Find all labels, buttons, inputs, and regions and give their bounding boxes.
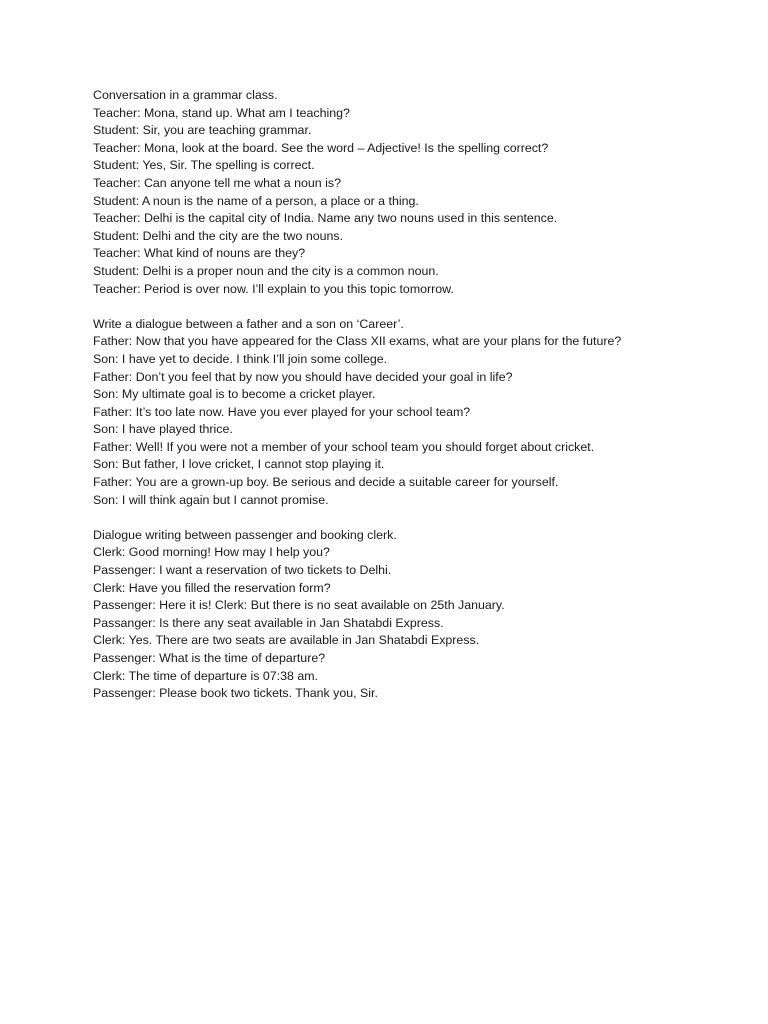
dialogue-line: Passenger: Please book two tickets. Thank you, Sir. bbox=[93, 686, 378, 701]
dialogue-line: Passenger: What is the time of departure? bbox=[93, 651, 326, 665]
dialogue-line: Father: It’s too late now. Have you ever played for your school team? bbox=[93, 404, 471, 419]
dialogue-line: Clerk: Yes. There are two seats are available in Jan Shatabdi Express. bbox=[93, 633, 480, 648]
dialogue-line: Teacher: What kind of nouns are they? bbox=[93, 246, 306, 261]
dialogue-line: Student: Delhi and the city are the two nouns. bbox=[93, 228, 344, 243]
dialogue-line: Son: I have yet to decide. I think I’ll join some college. bbox=[93, 351, 388, 366]
dialogue-line: Teacher: Period is over now. I’ll explain to you this topic tomorrow. bbox=[93, 281, 454, 296]
dialogue-line: Father: You are a grown-up boy. Be serious and decide a suitable career for yourself. bbox=[93, 475, 559, 490]
dialogue-line: Clerk: Have you filled the reservation form? bbox=[93, 580, 331, 595]
dialogue-line: Passenger: I want a reservation of two tickets to Delhi. bbox=[93, 563, 392, 578]
dialogue-line: Teacher: Mona, look at the board. See the word – Adjective! Is the spelling correct? bbox=[93, 140, 549, 155]
grammar-class-conversation bbox=[93, 87, 753, 298]
dialogue-line: Son: My ultimate goal is to become a cricket player. bbox=[93, 387, 376, 402]
dialogue-line: Clerk: Good morning! How may I help you? bbox=[93, 545, 330, 560]
document-body bbox=[93, 87, 753, 720]
section-heading: Dialogue writing between passenger and booking clerk. bbox=[93, 527, 397, 542]
dialogue-line: Student: A noun is the name of a person, a place or a thing. bbox=[93, 193, 419, 208]
dialogue-line: Son: I have played thrice. bbox=[93, 422, 233, 437]
dialogue-line: Son: But father, I love cricket, I cannot stop playing it. bbox=[93, 457, 385, 472]
dialogue-line: Passenger: Here it is! Clerk: But there is no seat available on 25th January. bbox=[93, 598, 505, 613]
dialogue-line: Clerk: The time of departure is 07:38 am. bbox=[93, 668, 318, 683]
dialogue-line: Father: Don’t you feel that by now you should have decided your goal in life? bbox=[93, 369, 513, 384]
passenger-clerk-dialogue bbox=[93, 527, 753, 703]
dialogue-line: Teacher: Delhi is the capital city of India. Name any two nouns used in this sentence. bbox=[93, 211, 558, 226]
dialogue-line: Student: Delhi is a proper noun and the city is a common noun. bbox=[93, 263, 439, 278]
dialogue-line: Father: Well! If you were not a member of your school team you should forget about cricket. bbox=[93, 439, 595, 454]
section-heading: Write a dialogue between a father and a son on ‘Career’. bbox=[93, 316, 404, 331]
father-son-career-dialogue bbox=[93, 316, 753, 510]
dialogue-line: Passanger: Is there any seat available in Jan Shatabdi Express. bbox=[93, 615, 444, 630]
dialogue-line: Father: Now that you have appeared for the Class XII exams, what are your plans for the future? bbox=[93, 334, 622, 349]
dialogue-line: Student: Sir, you are teaching grammar. bbox=[93, 123, 312, 138]
dialogue-line: Student: Yes, Sir. The spelling is correct. bbox=[93, 158, 315, 173]
dialogue-line: Teacher: Can anyone tell me what a noun is? bbox=[93, 175, 341, 190]
dialogue-line: Teacher: Mona, stand up. What am I teaching? bbox=[93, 105, 350, 120]
section-heading: Conversation in a grammar class. bbox=[93, 88, 278, 102]
dialogue-line: Son: I will think again but I cannot promise. bbox=[93, 492, 329, 507]
